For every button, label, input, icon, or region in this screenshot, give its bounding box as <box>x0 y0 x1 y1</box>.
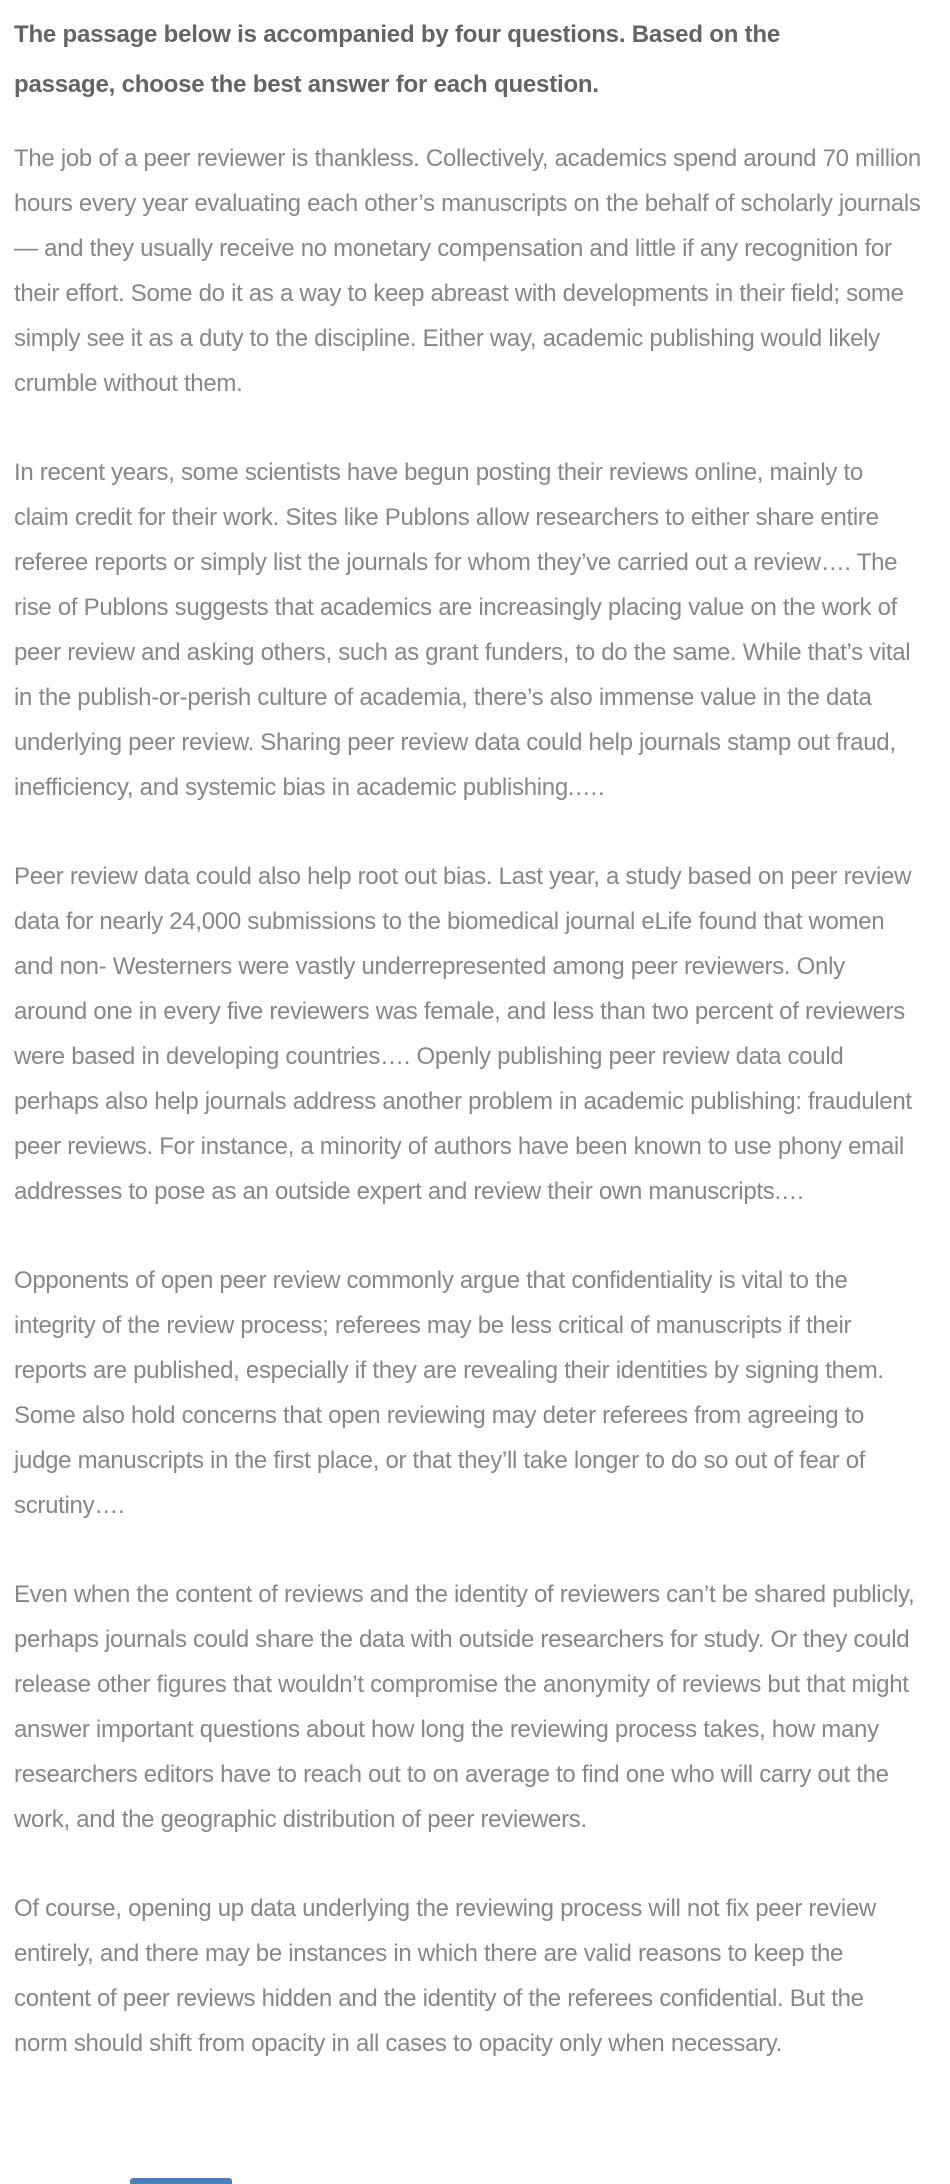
passage-paragraph-2: In recent years, some scientists have begun posting their reviews online, mainly to claim credit for their work. Sites like Publons allow researchers to either share entire referee reports or simply list the journals for whom they’ve carried out a review…. The rise of Publons suggests that academics are increasingly placing value on the work of peer review and asking others, such as grant funders, to do the same. While that’s vital in the publish-or-perish culture of academia, there’s also immense value in the data underlying peer review. Sharing peer review data could help journals stamp out fraud, inefficiency, and systemic bias in academic publishing.…. <box>14 459 911 801</box>
passage-paragraph-1: The job of a peer reviewer is thankless. Collectively, academics spend around 70 million hours every year evaluating each other’s manuscripts on the behalf of scholarly journals — and they usually receive no monetary compensation and little if any recognition for their effort. Some do it as a way to keep abreast with developments in their field; some simply see it as a duty to the discipline. Either way, academic publishing would likely crumble without them. <box>14 145 921 397</box>
passage-paragraph-6: Of course, opening up data underlying the reviewing process will not fix peer review entirely, and there may be instances in which there are valid reasons to keep the content of peer reviews hidden and the identity of the referees confidential. But the norm should shift from opacity in all cases to opacity only when necessary. <box>14 1895 876 2057</box>
passage-paragraph-4: Opponents of open peer review commonly argue that confidentiality is vital to the integrity of the review process; referees may be less critical of manuscripts if their reports are published, especially if they are revealing their identities by signing them. Some also hold concerns that open reviewing may deter referees from agreeing to judge manuscripts in the first place, or that they’ll take longer to do so out of fear of scrutiny…. <box>14 1267 884 1519</box>
partially-visible-bottom-element[interactable] <box>130 2178 232 2184</box>
passage-instructions: The passage below is accompanied by four questions. Based on the passage, choose the best answer for each question. <box>14 21 781 98</box>
passage-paragraph-3: Peer review data could also help root out bias. Last year, a study based on peer review data for nearly 24,000 submissions to the biomedical journal eLife found that women and non- Westerners were vastly underrepresented among peer reviewers. Only around one in every five reviewers was female, and less than two percent of reviewers were based in developing countries…. Openly publishing peer review data could perhaps also help journals address another problem in academic publishing: fraudulent peer reviews. For instance, a minority of authors have been known to use phony email addresses to pose as an outside expert and review their own manuscripts.… <box>14 863 912 1205</box>
passage-paragraph-5: Even when the content of reviews and the identity of reviewers can’t be shared publicly, perhaps journals could share the data with outside researchers for study. Or they could release other figures that wouldn’t compromise the anonymity of reviews but that might answer important questions about how long the reviewing process takes, how many researchers editors have to reach out to on average to find one who will carry out the work, and the geographic distribution of peer reviewers. <box>14 1581 915 1833</box>
